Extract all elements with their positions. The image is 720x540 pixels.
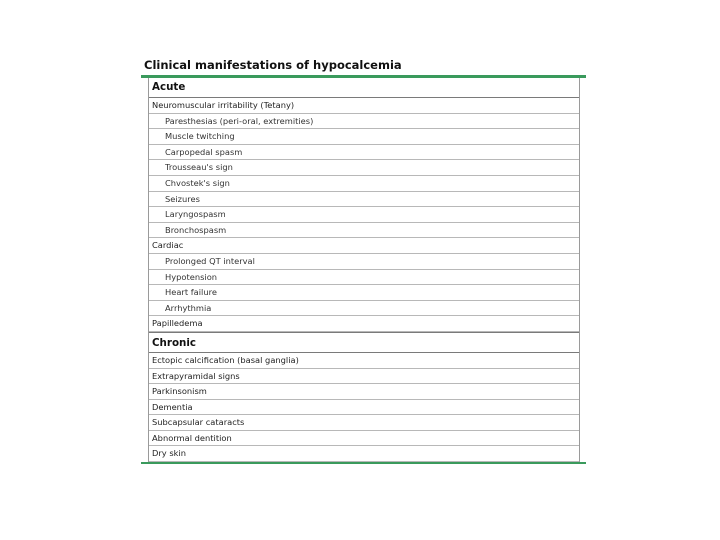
- sub-item-row: Paresthesias (peri-oral, extremities): [149, 114, 579, 130]
- category-row: Dry skin: [149, 446, 579, 462]
- category-row: Extrapyramidal signs: [149, 369, 579, 385]
- bottom-rule: [141, 462, 586, 464]
- category-row: Subcapsular cataracts: [149, 415, 579, 431]
- sub-item-row: Chvostek's sign: [149, 176, 579, 192]
- sub-item-row: Bronchospasm: [149, 223, 579, 239]
- manifestations-table: [148, 78, 580, 462]
- category-row: Abnormal dentition: [149, 431, 579, 447]
- sub-item-row: Muscle twitching: [149, 129, 579, 145]
- section-heading-acute: Acute: [149, 78, 579, 98]
- section-heading-chronic: Chronic: [149, 332, 579, 353]
- category-row: Parkinsonism: [149, 384, 579, 400]
- sub-item-row: Hypotension: [149, 270, 579, 286]
- sub-item-row: Heart failure: [149, 285, 579, 301]
- document: [141, 58, 586, 464]
- sub-item-row: Arrhythmia: [149, 301, 579, 317]
- sub-item-row: Trousseau's sign: [149, 160, 579, 176]
- category-row: Neuromuscular irritability (Tetany): [149, 98, 579, 114]
- sub-item-row: Carpopedal spasm: [149, 145, 579, 161]
- sub-item-row: Laryngospasm: [149, 207, 579, 223]
- table-title: Clinical manifestations of hypocalcemia: [144, 58, 402, 72]
- category-row: Ectopic calcification (basal ganglia): [149, 353, 579, 369]
- category-row: Papilledema: [149, 316, 579, 332]
- sub-item-row: Prolonged QT interval: [149, 254, 579, 270]
- category-row: Dementia: [149, 400, 579, 416]
- category-row: Cardiac: [149, 238, 579, 254]
- sub-item-row: Seizures: [149, 192, 579, 208]
